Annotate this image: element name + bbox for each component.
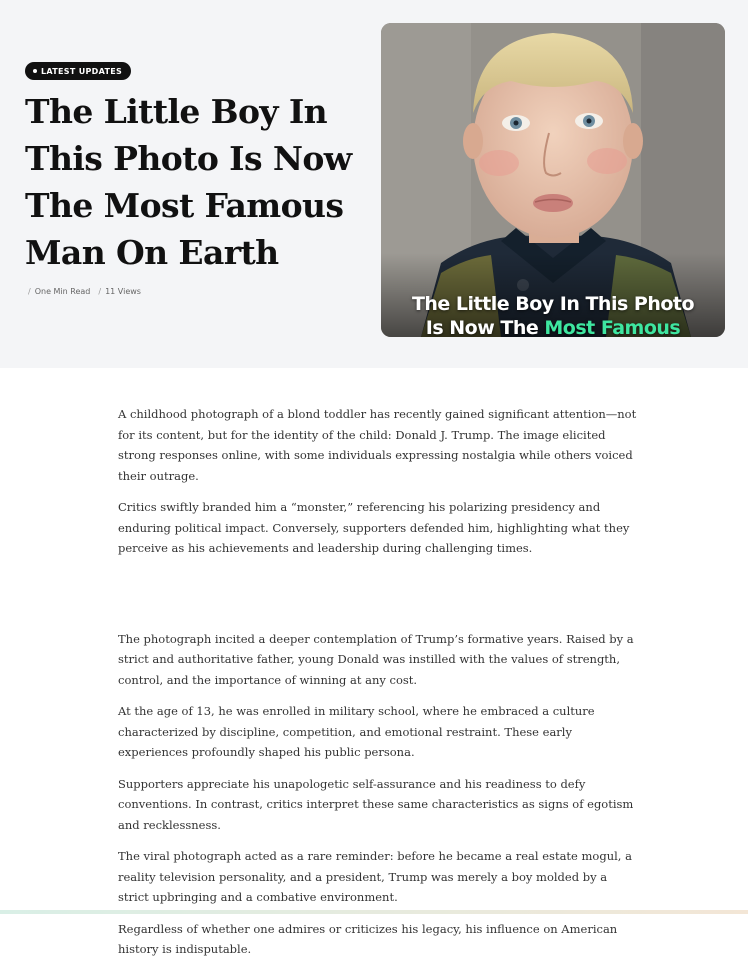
article-body bbox=[118, 404, 638, 971]
slash-icon: / bbox=[98, 287, 102, 296]
caption-highlight: Most Famous bbox=[544, 317, 681, 337]
hero-section bbox=[0, 0, 748, 368]
featured-image[interactable] bbox=[381, 23, 725, 337]
read-time-label: One Min Read bbox=[34, 287, 91, 296]
image-caption-line-1: The Little Boy In This Photo bbox=[411, 293, 695, 315]
badge-label: LATEST UPDATES bbox=[41, 66, 123, 76]
read-time bbox=[28, 287, 90, 296]
child-portrait-illustration bbox=[381, 23, 725, 337]
ad-spacer bbox=[118, 570, 638, 629]
article-paragraph: The viral photograph acted as a rare reminder: before he became a real estate mogul, a reality television personality, and a president, Trump was merely a boy molded by a strict upbringing and a combative environment. bbox=[118, 849, 632, 904]
bottom-banner-edge bbox=[0, 910, 748, 914]
caption-text: Is Now The bbox=[425, 317, 545, 337]
article-paragraph: Supporters appreciate his unapologetic self-assurance and his readiness to defy conventions. In contrast, critics interpret these same characteristics as signs of egotism and recklessness. bbox=[118, 776, 634, 832]
article-paragraph: At the age of 13, he was enrolled in military school, where he embraced a culture characterized by discipline, competition, and emotional restraint. These early experiences profoundly shaped his public persona. bbox=[118, 704, 595, 759]
badge-dot-icon bbox=[33, 69, 37, 73]
article-meta bbox=[28, 287, 141, 296]
image-caption-line-2 bbox=[381, 317, 725, 337]
category-badge[interactable] bbox=[25, 62, 131, 80]
article-paragraph: The photograph incited a deeper contemplation of Trump’s formative years. Raised by a strict and authoritative father, young Donald was instilled with the values of strength, control, and the importance of winning at any cost. bbox=[118, 631, 634, 687]
slash-icon: / bbox=[28, 287, 31, 296]
view-count-label: 11 Views bbox=[105, 287, 141, 296]
article-paragraph: A childhood photograph of a blond toddler has recently gained significant attention—not for its content, but for the identity of the child: Donald J. Trump. The image elicited strong responses online, with some individuals expressing nostalgia while others voiced their outrage. bbox=[118, 407, 637, 483]
article-paragraph: Regardless of whether one admires or criticizes his legacy, his influence on American history is indisputable. bbox=[118, 921, 618, 956]
article-paragraph: Critics swiftly branded him a “monster,” referencing his polarizing presidency and enduring political impact. Conversely, supporters defended him, highlighting what they perceive as his achievements and leadership during challenging times. bbox=[118, 500, 630, 555]
view-count bbox=[98, 287, 141, 296]
article-headline: The Little Boy In This Photo Is Now The Most Famous Man On Earth bbox=[25, 92, 352, 272]
